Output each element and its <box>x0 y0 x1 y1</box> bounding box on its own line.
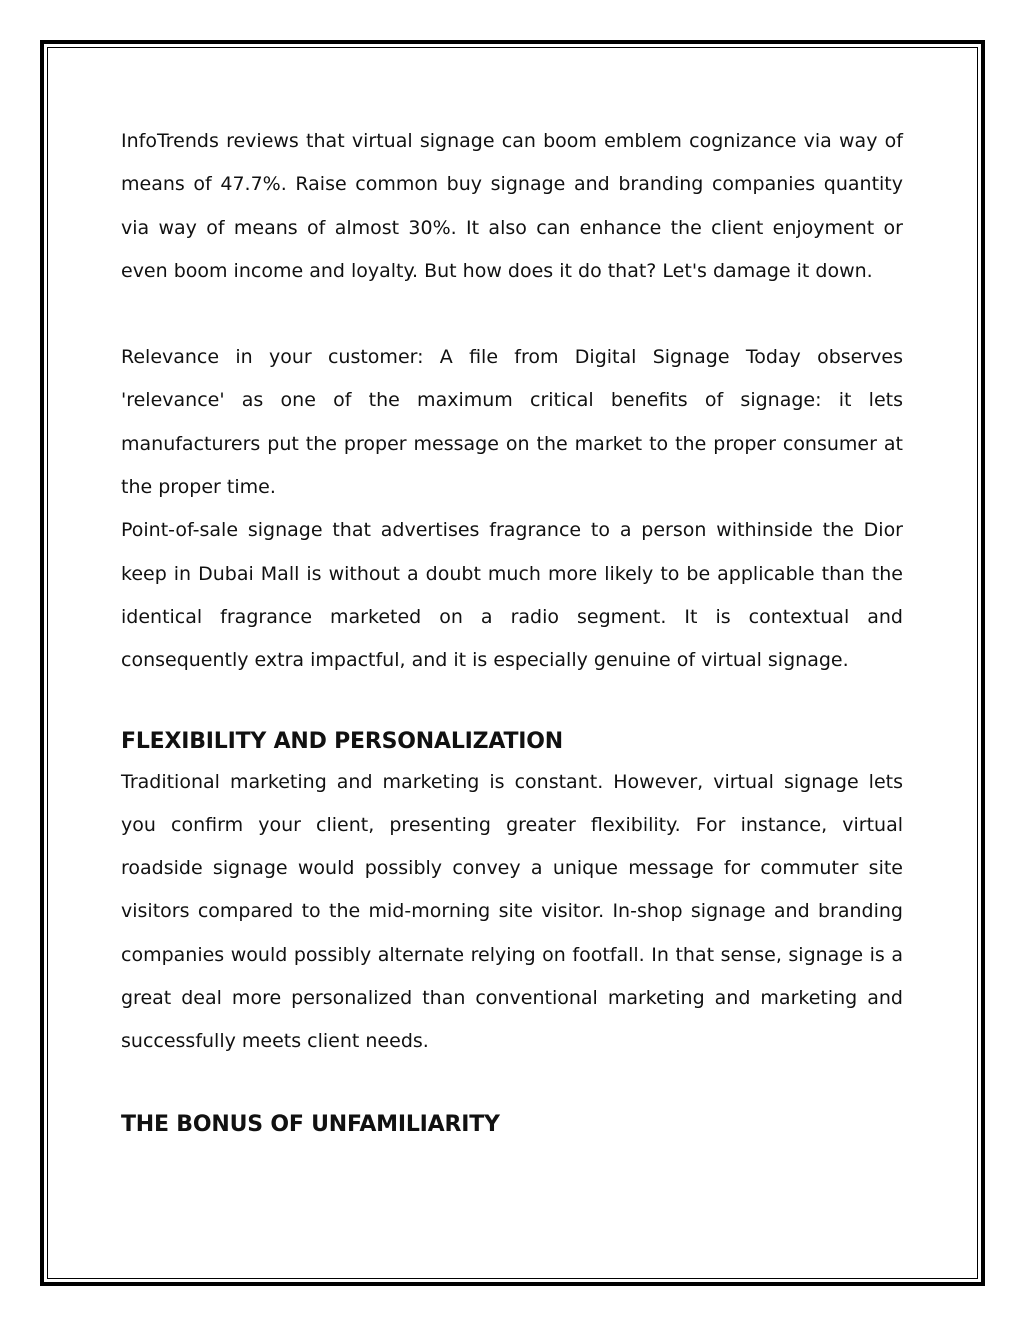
paragraph-flexibility: Traditional marketing and marketing is constant. However, virtual signage lets you confirm your client, presenting greater flexibility. For instance, virtual roadside signage would possibly convey a unique message for commuter site visitors compared to the mid-morning site visitor. In-shop signage and branding companies would possibly alternate relying on footfall. In that sense, signage is a great deal more personalized than conventional marketing and marketing and successfully meets client needs. <box>121 770 903 1053</box>
paragraph-spacer <box>121 683 903 713</box>
paragraph-spacer <box>121 293 903 336</box>
paragraph-spacer <box>121 1064 903 1096</box>
document-body <box>121 120 903 1144</box>
section-heading-flexibility: FLEXIBILITY AND PERSONALIZATION <box>121 728 563 754</box>
section-heading-bonus: THE BONUS OF UNFAMILIARITY <box>121 1111 500 1137</box>
paragraph-infotrends: InfoTrends reviews that virtual signage can boom emblem cognizance via way of means of 47.7%. Raise common buy signage and branding companies quantity via way of means of almost 30%. It also can enhance the client enjoyment or even boom income and loyalty. But how does it do that? Let's damage it down. <box>121 130 903 282</box>
paragraph-relevance: Relevance in your customer: A file from Digital Signage Today observes 'relevance' as one of the maximum critical benefits of signage: it lets manufacturers put the proper message on the market to the proper consumer at the proper time. <box>121 346 903 499</box>
paragraph-point-of-sale: Point-of-sale signage that advertises fragrance to a person withinside the Dior keep in Dubai Mall is without a doubt much more likely to be applicable than the identical fragrance marketed on a radio segment. It is contextual and consequently extra impactful, and it is especially genuine of virtual signage. <box>121 519 903 672</box>
